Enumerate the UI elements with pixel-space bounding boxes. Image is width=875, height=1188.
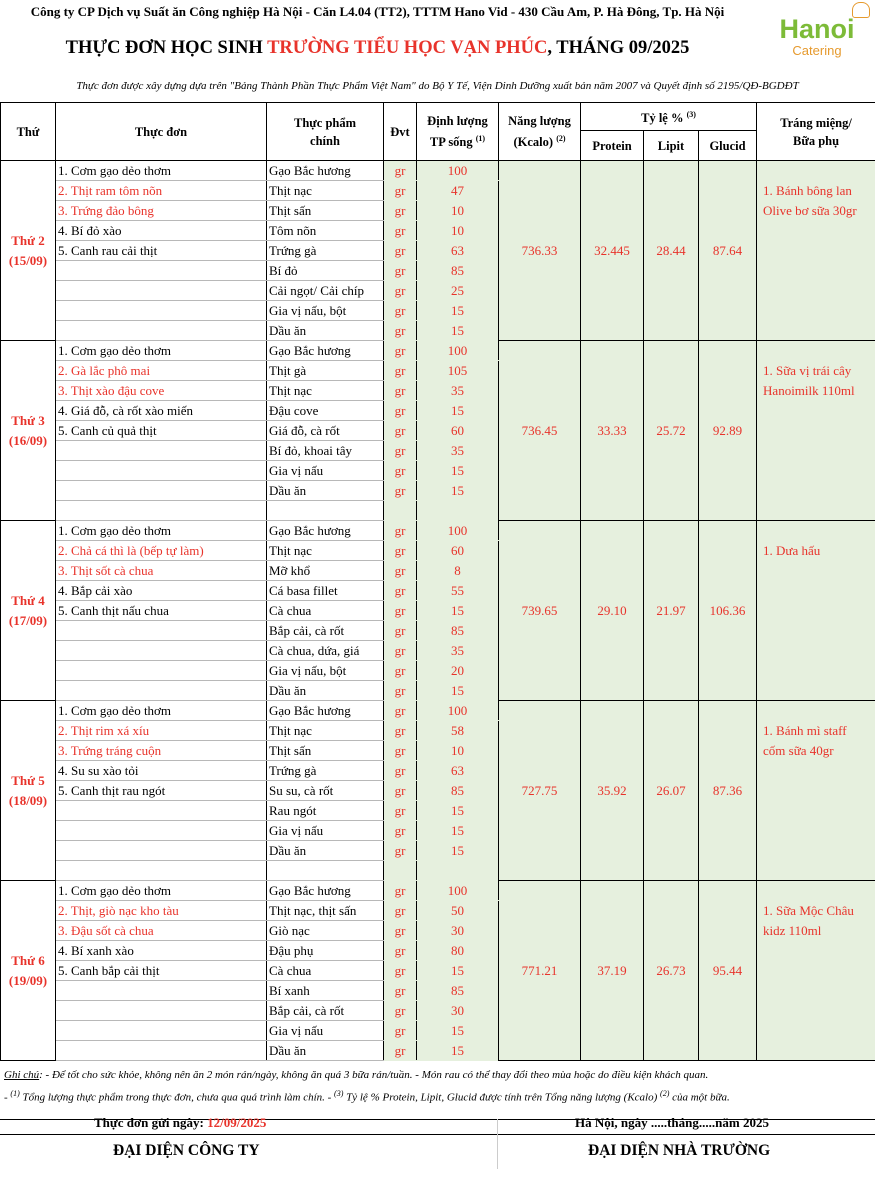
food-unit: gr: [384, 561, 417, 581]
food-name: [267, 501, 384, 521]
food-name: Thịt nạc: [267, 721, 384, 741]
food-name: Thịt nạc: [267, 381, 384, 401]
food-unit: gr: [384, 221, 417, 241]
food-unit: gr: [384, 761, 417, 781]
food-unit: gr: [384, 981, 417, 1001]
food-quantity: 35: [417, 381, 499, 401]
food-name: Giá đỗ, cà rốt: [267, 421, 384, 441]
energy-value: 739.65: [499, 521, 581, 701]
menu-item: [56, 641, 267, 661]
menu-item: 4. Su su xào tỏi: [56, 761, 267, 781]
lipit-value: 21.97: [644, 521, 699, 701]
food-name: Đậu cove: [267, 401, 384, 421]
food-quantity: 50: [417, 901, 499, 921]
title-suffix: , THÁNG 09/2025: [547, 38, 690, 58]
food-name: Giò nạc: [267, 921, 384, 941]
menu-item: 3. Thịt sốt cà chua: [56, 561, 267, 581]
col-quantity: [417, 103, 499, 161]
col-ratio-label: Tỷ lệ %: [641, 111, 684, 126]
menu-item: 4. Bí xanh xào: [56, 941, 267, 961]
col-lipit: Lipit: [644, 131, 699, 161]
food-name: Gạo Bắc hương: [267, 701, 384, 721]
lipit-value: 26.07: [644, 701, 699, 881]
menu-item: 3. Đậu sốt cà chua: [56, 921, 267, 941]
company-info: Công ty CP Dịch vụ Suất ăn Công nghiệp Hà Nội - Căn L4.04 (TT2), TTTM Hano Vid - 430 Cầu Am, P. Hà Đông, Tp. Hà Nội: [30, 4, 725, 19]
notes-section: [0, 1063, 875, 1120]
menu-item: 5. Canh rau cải thịt: [56, 241, 267, 261]
menu-item: 1. Cơm gạo dẻo thơm: [56, 881, 267, 901]
food-unit: gr: [384, 741, 417, 761]
lipit-value: 26.73: [644, 881, 699, 1061]
food-unit: gr: [384, 681, 417, 701]
menu-item: 2. Chả cá thì là (bếp tự làm): [56, 541, 267, 561]
food-name: Cà chua: [267, 961, 384, 981]
menu-item: [56, 301, 267, 321]
food-quantity: 80: [417, 941, 499, 961]
document-header: [0, 0, 875, 103]
menu-item: 5. Canh thịt nấu chua: [56, 601, 267, 621]
food-unit: gr: [384, 581, 417, 601]
logo-main-text: Hanoi: [779, 14, 855, 44]
protein-value: 29.10: [581, 521, 644, 701]
food-name: Thịt nạc: [267, 181, 384, 201]
sent-date-value: 12/09/2025: [207, 1115, 267, 1130]
logo-sub-text: Catering: [792, 43, 842, 58]
food-unit: gr: [384, 881, 417, 901]
notes-line2-c: Tỷ lệ % Protein, Lipit, Glucid được tính trên Tổng năng lượng (Kcalo): [343, 1091, 661, 1104]
food-name: Bắp cải, cà rốt: [267, 621, 384, 641]
food-quantity: 10: [417, 221, 499, 241]
food-name: Gạo Bắc hương: [267, 341, 384, 361]
food-quantity: 85: [417, 621, 499, 641]
food-unit: gr: [384, 181, 417, 201]
day-label: [1, 701, 56, 881]
food-name: Gia vị nấu: [267, 461, 384, 481]
food-quantity: 85: [417, 781, 499, 801]
food-quantity: 30: [417, 1001, 499, 1021]
sent-label: Thực đơn gửi ngày:: [94, 1115, 208, 1130]
protein-value: 37.19: [581, 881, 644, 1061]
food-unit: gr: [384, 721, 417, 741]
food-unit: gr: [384, 541, 417, 561]
protein-value: 33.33: [581, 341, 644, 521]
food-unit: gr: [384, 161, 417, 181]
menu-item: [56, 261, 267, 281]
col-dessert: [757, 103, 875, 161]
note-line-2: [4, 1089, 730, 1104]
food-quantity: 85: [417, 981, 499, 1001]
food-quantity: 10: [417, 741, 499, 761]
col-ratio: [581, 103, 757, 131]
food-quantity: 63: [417, 761, 499, 781]
dessert-item: 1. Sữa Mộc Châu kidz 110ml: [757, 881, 875, 1061]
food-quantity: 15: [417, 321, 499, 341]
menu-item: [56, 481, 267, 501]
food-quantity: 58: [417, 721, 499, 741]
col-glucid: Glucid: [699, 131, 757, 161]
menu-item: 4. Bí đỏ xào: [56, 221, 267, 241]
menu-item: [56, 621, 267, 641]
food-unit: gr: [384, 421, 417, 441]
table-row: [1, 161, 875, 181]
food-name: Bí đỏ: [267, 261, 384, 281]
col-qty-line2: TP sống: [429, 135, 473, 150]
energy-value: 771.21: [499, 881, 581, 1061]
food-name: Mỡ khổ: [267, 561, 384, 581]
chef-hat-icon: [852, 2, 870, 18]
food-quantity: 55: [417, 581, 499, 601]
food-unit: gr: [384, 641, 417, 661]
table-row: [1, 881, 875, 901]
col-day: Thứ: [1, 103, 56, 161]
energy-value: 736.45: [499, 341, 581, 521]
day-name: Thứ 6: [11, 952, 45, 968]
menu-item: 3. Thịt xào đậu cove: [56, 381, 267, 401]
col-energy: [499, 103, 581, 161]
food-name: Bắp cải, cà rốt: [267, 1001, 384, 1021]
food-unit: gr: [384, 521, 417, 541]
food-quantity: 25: [417, 281, 499, 301]
day-date: (18/09): [8, 792, 48, 808]
food-unit: gr: [384, 781, 417, 801]
menu-item: [56, 1021, 267, 1041]
col-energy-line1: Năng lượng: [508, 113, 571, 128]
food-quantity: 15: [417, 481, 499, 501]
food-quantity: 15: [417, 461, 499, 481]
notes-sup2: (2): [660, 1089, 670, 1098]
menu-item: [56, 841, 267, 861]
food-unit: gr: [384, 1041, 417, 1061]
food-unit: gr: [384, 701, 417, 721]
food-name: Cải ngọt/ Cải chíp: [267, 281, 384, 301]
col-menu: Thực đơn: [56, 103, 267, 161]
school-representative: ĐẠI DIỆN NHÀ TRƯỜNG: [588, 1142, 771, 1159]
food-quantity: 15: [417, 401, 499, 421]
notes-line2-a: -: [4, 1091, 11, 1104]
title-prefix: THỰC ĐƠN HỌC SINH: [65, 38, 263, 58]
menu-item: 2. Thịt, giò nạc kho tàu: [56, 901, 267, 921]
menu-item: 1. Cơm gạo dẻo thơm: [56, 521, 267, 541]
food-unit: gr: [384, 261, 417, 281]
day-date: (17/09): [8, 612, 48, 628]
food-unit: gr: [384, 801, 417, 821]
food-name: Gia vị nấu, bột: [267, 301, 384, 321]
menu-item: 5. Canh bắp cải thịt: [56, 961, 267, 981]
food-quantity: 15: [417, 961, 499, 981]
menu-item: 2. Thịt ram tôm nõn: [56, 181, 267, 201]
food-quantity: 15: [417, 301, 499, 321]
menu-item: 3. Trứng tráng cuộn: [56, 741, 267, 761]
food-name: Gạo Bắc hương: [267, 161, 384, 181]
lipit-value: 28.44: [644, 161, 699, 341]
col-food-line2: chính: [310, 133, 340, 148]
day-name: Thứ 4: [11, 592, 45, 608]
day-name: Thứ 5: [11, 772, 45, 788]
food-name: Rau ngót: [267, 801, 384, 821]
food-name: Gia vị nấu, bột: [267, 661, 384, 681]
food-name: Thịt gà: [267, 361, 384, 381]
food-quantity: 15: [417, 801, 499, 821]
menu-item: [56, 501, 267, 521]
food-quantity: 100: [417, 881, 499, 901]
glucid-value: 92.89: [699, 341, 757, 521]
energy-value: 727.75: [499, 701, 581, 881]
food-quantity: 20: [417, 661, 499, 681]
food-unit: gr: [384, 341, 417, 361]
menu-item: 3. Trứng đảo bông: [56, 201, 267, 221]
food-unit: [384, 861, 417, 881]
food-quantity: 85: [417, 261, 499, 281]
food-unit: gr: [384, 1001, 417, 1021]
dessert-item: 1. Bánh mì staff cốm sữa 40gr: [757, 701, 875, 881]
food-unit: gr: [384, 461, 417, 481]
food-name: Dầu ăn: [267, 321, 384, 341]
table-row: [1, 521, 875, 541]
food-quantity: 60: [417, 421, 499, 441]
note-line-1: [4, 1069, 708, 1081]
dessert-item: 1. Sữa vị trái cây Hanoimilk 110ml: [757, 341, 875, 521]
food-unit: gr: [384, 301, 417, 321]
food-unit: gr: [384, 601, 417, 621]
sent-date: [94, 1115, 266, 1131]
notes-line2-d: của một bữa.: [669, 1091, 730, 1104]
food-name: Tôm nõn: [267, 221, 384, 241]
protein-value: 35.92: [581, 701, 644, 881]
food-quantity: 105: [417, 361, 499, 381]
col-dessert-line2: Bữa phụ: [792, 133, 840, 148]
food-unit: gr: [384, 241, 417, 261]
col-ratio-sup: (3): [686, 109, 696, 119]
food-unit: gr: [384, 361, 417, 381]
menu-item: [56, 981, 267, 1001]
food-name: Trứng gà: [267, 241, 384, 261]
food-name: Thịt nạc: [267, 541, 384, 561]
glucid-value: 95.44: [699, 881, 757, 1061]
food-quantity: 8: [417, 561, 499, 581]
col-food: [267, 103, 384, 161]
food-unit: gr: [384, 901, 417, 921]
food-name: Đậu phụ: [267, 941, 384, 961]
food-quantity: [417, 501, 499, 521]
food-name: Thịt sấn: [267, 201, 384, 221]
day-date: (15/09): [8, 252, 48, 268]
dessert-item: 1. Dưa hấu: [757, 521, 875, 701]
table-row: [1, 341, 875, 361]
food-name: Thịt nạc, thịt sấn: [267, 901, 384, 921]
place-date: Hà Nội, ngày .....tháng.....năm 2025: [575, 1115, 769, 1130]
day-label: [1, 521, 56, 701]
food-unit: gr: [384, 321, 417, 341]
col-unit: Đvt: [384, 103, 417, 161]
menu-item: [56, 801, 267, 821]
menu-item: [56, 321, 267, 341]
notes-sup1: (1): [10, 1089, 20, 1098]
table-row: [1, 701, 875, 721]
menu-item: [56, 661, 267, 681]
food-unit: gr: [384, 281, 417, 301]
food-quantity: 30: [417, 921, 499, 941]
food-name: Dầu ăn: [267, 481, 384, 501]
food-quantity: 100: [417, 701, 499, 721]
food-quantity: 63: [417, 241, 499, 261]
notes-label: Ghi chú: [4, 1069, 40, 1081]
food-name: Gia vị nấu: [267, 1021, 384, 1041]
col-protein: Protein: [581, 131, 644, 161]
notes-line2-b: Tổng lượng thực phẩm trong thực đơn, chưa qua quá trình làm chín. -: [19, 1091, 335, 1104]
food-quantity: 60: [417, 541, 499, 561]
food-quantity: 100: [417, 521, 499, 541]
menu-item: [56, 1041, 267, 1061]
food-unit: gr: [384, 381, 417, 401]
company-representative: ĐẠI DIỆN CÔNG TY: [113, 1142, 260, 1159]
food-unit: gr: [384, 401, 417, 421]
food-name: Cà chua: [267, 601, 384, 621]
col-energy-sup: (2): [556, 133, 566, 143]
food-quantity: [417, 861, 499, 881]
food-quantity: 100: [417, 161, 499, 181]
menu-item: 1. Cơm gạo dẻo thơm: [56, 161, 267, 181]
col-dessert-line1: Tráng miệng/: [780, 115, 852, 130]
food-quantity: 15: [417, 601, 499, 621]
food-name: Cà chua, dứa, giá: [267, 641, 384, 661]
food-unit: gr: [384, 1021, 417, 1041]
food-name: Bí xanh: [267, 981, 384, 1001]
menu-item: [56, 461, 267, 481]
menu-item: [56, 681, 267, 701]
page-title: [0, 38, 755, 59]
day-label: [1, 341, 56, 521]
lipit-value: 25.72: [644, 341, 699, 521]
day-name: Thứ 3: [11, 412, 45, 428]
day-label: [1, 881, 56, 1061]
food-unit: gr: [384, 941, 417, 961]
food-unit: gr: [384, 661, 417, 681]
col-energy-line2: (Kcalo): [513, 135, 554, 150]
dessert-item: 1. Bánh bông lan Olive bơ sữa 30gr: [757, 161, 875, 341]
menu-item: [56, 1001, 267, 1021]
menu-basis-note: Thực đơn được xây dựng dựa trên "Bảng Thành Phần Thực Phẩm Việt Nam" do Bộ Y Tế, Viện Dinh Dưỡng xuất bản năm 2007 và Quyết định số 2195/QĐ-BGDĐT: [76, 80, 799, 92]
food-quantity: 10: [417, 201, 499, 221]
menu-item: 5. Canh thịt rau ngót: [56, 781, 267, 801]
food-unit: gr: [384, 841, 417, 861]
food-name: Su su, cà rốt: [267, 781, 384, 801]
menu-item: [56, 861, 267, 881]
menu-table: [0, 102, 875, 1061]
food-unit: gr: [384, 481, 417, 501]
glucid-value: 87.64: [699, 161, 757, 341]
food-name: Bí đỏ, khoai tây: [267, 441, 384, 461]
food-name: Gạo Bắc hương: [267, 881, 384, 901]
food-quantity: 15: [417, 1041, 499, 1061]
glucid-value: 87.36: [699, 701, 757, 881]
notes-sup3: (3): [334, 1089, 344, 1098]
food-quantity: 100: [417, 341, 499, 361]
food-quantity: 35: [417, 441, 499, 461]
food-name: Cá basa fillet: [267, 581, 384, 601]
food-name: Dầu ăn: [267, 681, 384, 701]
day-date: (19/09): [8, 972, 48, 988]
food-name: Gạo Bắc hương: [267, 521, 384, 541]
food-unit: [384, 501, 417, 521]
food-name: Dầu ăn: [267, 1041, 384, 1061]
food-quantity: 15: [417, 841, 499, 861]
food-quantity: 15: [417, 821, 499, 841]
day-label: [1, 161, 56, 341]
food-name: Dầu ăn: [267, 841, 384, 861]
food-unit: gr: [384, 621, 417, 641]
food-quantity: 35: [417, 641, 499, 661]
food-name: [267, 861, 384, 881]
menu-item: 1. Cơm gạo dẻo thơm: [56, 341, 267, 361]
menu-item: 4. Giá đỗ, cà rốt xào miến: [56, 401, 267, 421]
menu-item: 5. Canh củ quả thịt: [56, 421, 267, 441]
col-qty-sup: (1): [475, 133, 486, 143]
protein-value: 32.445: [581, 161, 644, 341]
notes-line1-text: : - Để tốt cho sức khỏe, không nên ăn 2 món rán/ngày, không ăn quá 3 bữa rán/tuần. - Món rau có thể thay đổi theo mùa hoặc do điều kiện khách quan.: [39, 1069, 709, 1081]
food-name: Gia vị nấu: [267, 821, 384, 841]
food-quantity: 15: [417, 681, 499, 701]
food-unit: gr: [384, 961, 417, 981]
menu-item: [56, 821, 267, 841]
col-qty-line1: Định lượng: [427, 113, 488, 128]
glucid-value: 106.36: [699, 521, 757, 701]
menu-item: 2. Thịt rim xá xíu: [56, 721, 267, 741]
food-name: Thịt sấn: [267, 741, 384, 761]
food-unit: gr: [384, 821, 417, 841]
menu-item: [56, 281, 267, 301]
food-unit: gr: [384, 201, 417, 221]
food-unit: gr: [384, 921, 417, 941]
food-unit: gr: [384, 441, 417, 461]
food-quantity: 47: [417, 181, 499, 201]
menu-item: 4. Bắp cải xào: [56, 581, 267, 601]
day-date: (16/09): [8, 432, 48, 448]
col-food-line1: Thực phẩm: [293, 115, 357, 130]
energy-value: 736.33: [499, 161, 581, 341]
footer-column-divider: [497, 1119, 498, 1169]
menu-item: 2. Gà lắc phô mai: [56, 361, 267, 381]
title-school: TRƯỜNG TIỂU HỌC VẠN PHÚC: [267, 38, 548, 58]
food-quantity: 15: [417, 1021, 499, 1041]
menu-item: 1. Cơm gạo dẻo thơm: [56, 701, 267, 721]
footer-divider: [0, 1134, 875, 1135]
menu-item: [56, 441, 267, 461]
food-name: Trứng gà: [267, 761, 384, 781]
day-name: Thứ 2: [11, 232, 45, 248]
